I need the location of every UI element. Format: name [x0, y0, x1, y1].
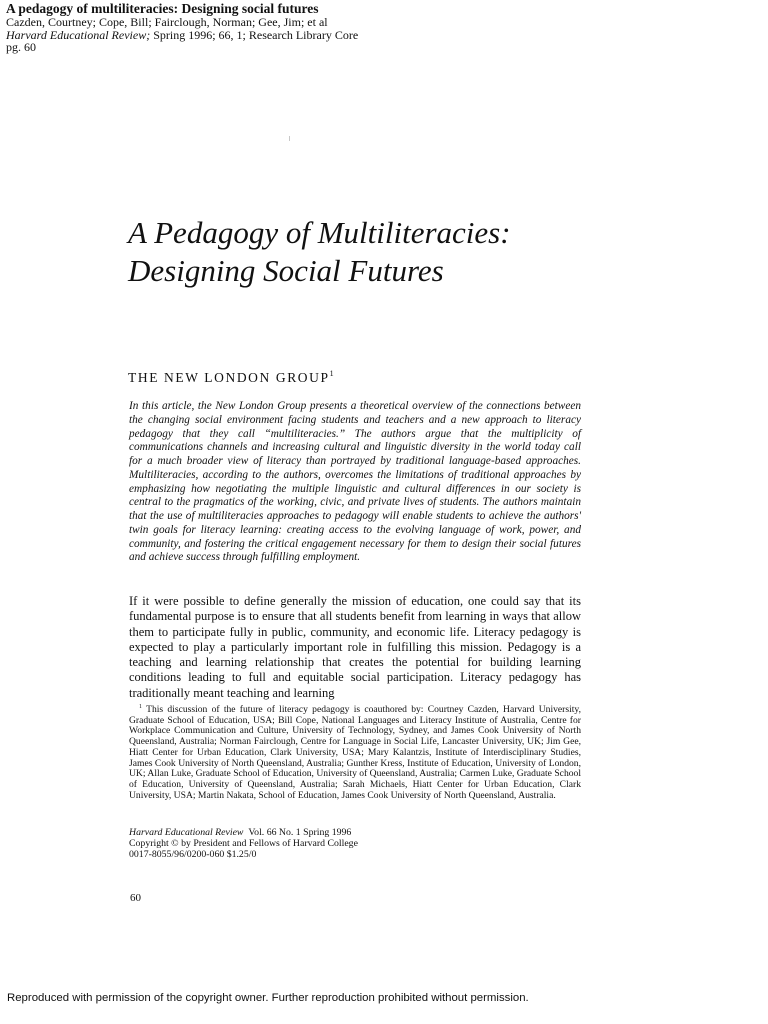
- article-title: [128, 214, 648, 290]
- abstract: In this article, the New London Group presents a theoretical overview of the connections between the changing social environment facing students and teachers and a new approach to literacy pedagogy that they call “multiliteracies.” The authors argue that the multiplicity of communications channels and increasing cultural and linguistic diversity in the world today call for a much broader view of literacy than portrayed by traditional language-based approaches. Multiliteracies, according to the authors, overcomes the limitations of traditional approaches by emphasizing how negotiating the multiple linguistic and cultural differences in our society is central to the pragmatics of the working, civic, and private lives of students. The authors maintain that the use of multiliteracies approaches to pedagogy will enable students to achieve the authors' twin goals for literacy learning: creating access to the evolving language of work, power, and community, and fostering the critical engagement necessary for them to design their social futures and achieve success through fulfilling employment.: [129, 400, 581, 564]
- journal-issue-line: [129, 827, 529, 838]
- journal-volume: Vol. 66 No. 1 Spring 1996: [248, 827, 352, 838]
- citation-header: [6, 2, 746, 54]
- citation-title: A pedagogy of multiliteracies: Designing social futures: [6, 1, 319, 16]
- journal-name: Harvard Educational Review: [129, 827, 244, 838]
- scan-mark: [289, 136, 290, 141]
- footnote: [129, 702, 581, 801]
- journal-copyright: Copyright © by President and Fellows of Harvard College: [129, 838, 358, 850]
- citation-journal-name: Harvard Educational Review;: [6, 27, 151, 42]
- article-title-line-2: Designing Social Futures: [128, 253, 444, 288]
- citation-journal: [6, 29, 746, 42]
- page-number: 60: [130, 892, 141, 904]
- author-name: THE NEW LONDON GROUP: [128, 370, 330, 385]
- citation-authors: Cazden, Courtney; Cope, Bill; Fairclough, Norman; Gee, Jim; et al: [6, 15, 328, 29]
- article-title-line-1: A Pedagogy of Multiliteracies:: [128, 215, 511, 250]
- author-footnote-marker: 1: [329, 369, 334, 378]
- citation-journal-details: Spring 1996; 66, 1; Research Library Core: [150, 27, 359, 42]
- body-paragraph: If it were possible to define generally the mission of education, one could say that its fundamental purpose is to ensure that all students benefit from learning in ways that allow them to participate fully in public, community, and economic life. Literacy pedagogy is expected to play a particularly important role in fulfilling this mission. Pedagogy is a teaching and learning relationship that creates the potential for building learning conditions leading to full and equitable social participation. Literacy pedagogy has traditionally meant teaching and learning: [129, 594, 581, 700]
- journal-info: [129, 827, 529, 861]
- footnote-text: This discussion of the future of literacy pedagogy is coauthored by: Courtney Cazden, Harvard University, Graduate School of Education, USA; Bill Cope, National Languages and Literacy Institute of Australia, Centre for Workplace Communication and Culture, University of Technology, Sydney, and James Cook University of North Queensland, Australia; Norman Fairclough, Centre for Language in Social Life, Lancaster University, UK; Jim Gee, Hiatt Center for Urban Education, Clark University, USA; Mary Kalantzis, Institute of Interdisciplinary Studies, James Cook University of North Queensland, Australia; Gunther Kress, Institute of Education, University of London, UK; Allan Luke, Graduate School of Education, University of Queensland, Australia; Carmen Luke, Graduate School of Education, University of Queensland, Australia; Sarah Michaels, Hiatt Center for Urban Education, Clark University, USA; Martin Nakata, School of Education, James Cook University of North Queensland, Australia.: [129, 704, 581, 801]
- article-author: [128, 369, 334, 386]
- footnote-marker: 1: [139, 704, 142, 710]
- permission-notice: Reproduced with permission of the copyright owner. Further reproduction prohibited without permission.: [7, 992, 529, 1004]
- journal-code: 0017-8055/96/0200-060 $1.25/0: [129, 849, 257, 861]
- citation-page: pg. 60: [6, 40, 36, 54]
